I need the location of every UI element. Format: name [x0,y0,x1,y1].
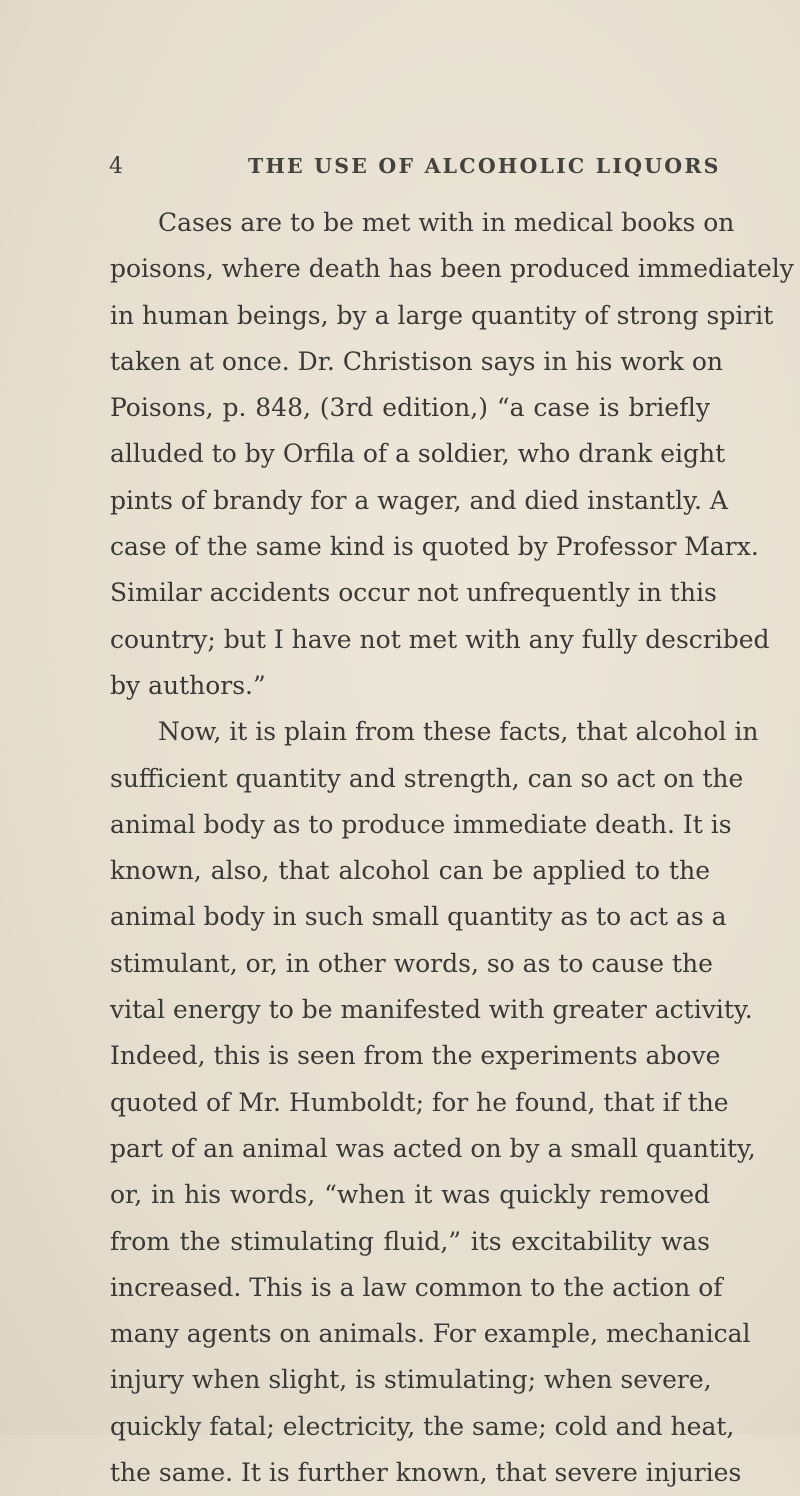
text-line: from the stimulating fluid,” its excitability was [110,1226,710,1256]
text-line: known, also, that alcohol can be applied to the [110,856,710,886]
text-line: quoted of Mr. Humboldt; for he found, that if the [110,1087,729,1117]
page-header [0,146,800,186]
text-line: injury when slight, is stimulating; when severe, [110,1365,712,1395]
text-line: or, in his words, “when it was quickly removed [110,1180,710,1210]
text-line: sufficient quantity and strength, can so act on the [110,763,744,793]
text-line: in human beings, by a large quantity of strong spirit [110,300,774,330]
text-line: taken at once. Dr. Christison says in his work on [110,346,724,376]
text-line: stimulant, or, in other words, so as to cause the [110,948,713,978]
text-line: pints of brandy for a wager, and died instantly. A [110,485,728,515]
text-line: quickly fatal; electricity, the same; cold and heat, [110,1411,735,1441]
text-line: vital energy to be manifested with greater activity. [110,995,753,1025]
text-line: animal body in such small quantity as to act as a [110,902,727,932]
text-line: alluded to by Orfila of a soldier, who drank eight [110,439,726,469]
page-number: 4 [109,154,124,179]
text-line: poisons, where death has been produced immediately [110,254,794,284]
text-line: Now, it is plain from these facts, that alcohol in [158,717,759,747]
text-line: part of an animal was acted on by a small quantity, [110,1133,756,1163]
text-line: country; but I have not met with any fully described [110,624,770,654]
text-line: increased. This is a law common to the action of [110,1272,723,1302]
text-line: Poisons, p. 848, (3rd edition,) “a case is briefly [110,393,710,423]
text-line: by authors.” [110,670,266,700]
text-line: Cases are to be met with in medical books on [158,208,735,237]
text-line: the same. It is further known, that severe injuries [110,1458,742,1488]
text-line: Indeed, this is seen from the experiments above [110,1041,721,1071]
text-line: animal body as to produce immediate death. It is [110,809,732,839]
text-line: case of the same kind is quoted by Professor Marx. [110,532,759,562]
running-title: THE USE OF ALCOHOLIC LIQUORS [248,154,721,178]
body-text [110,200,794,1496]
text-line: Similar accidents occur not unfrequently in this [110,578,717,608]
text-line: many agents on animals. For example, mechanical [110,1319,751,1349]
